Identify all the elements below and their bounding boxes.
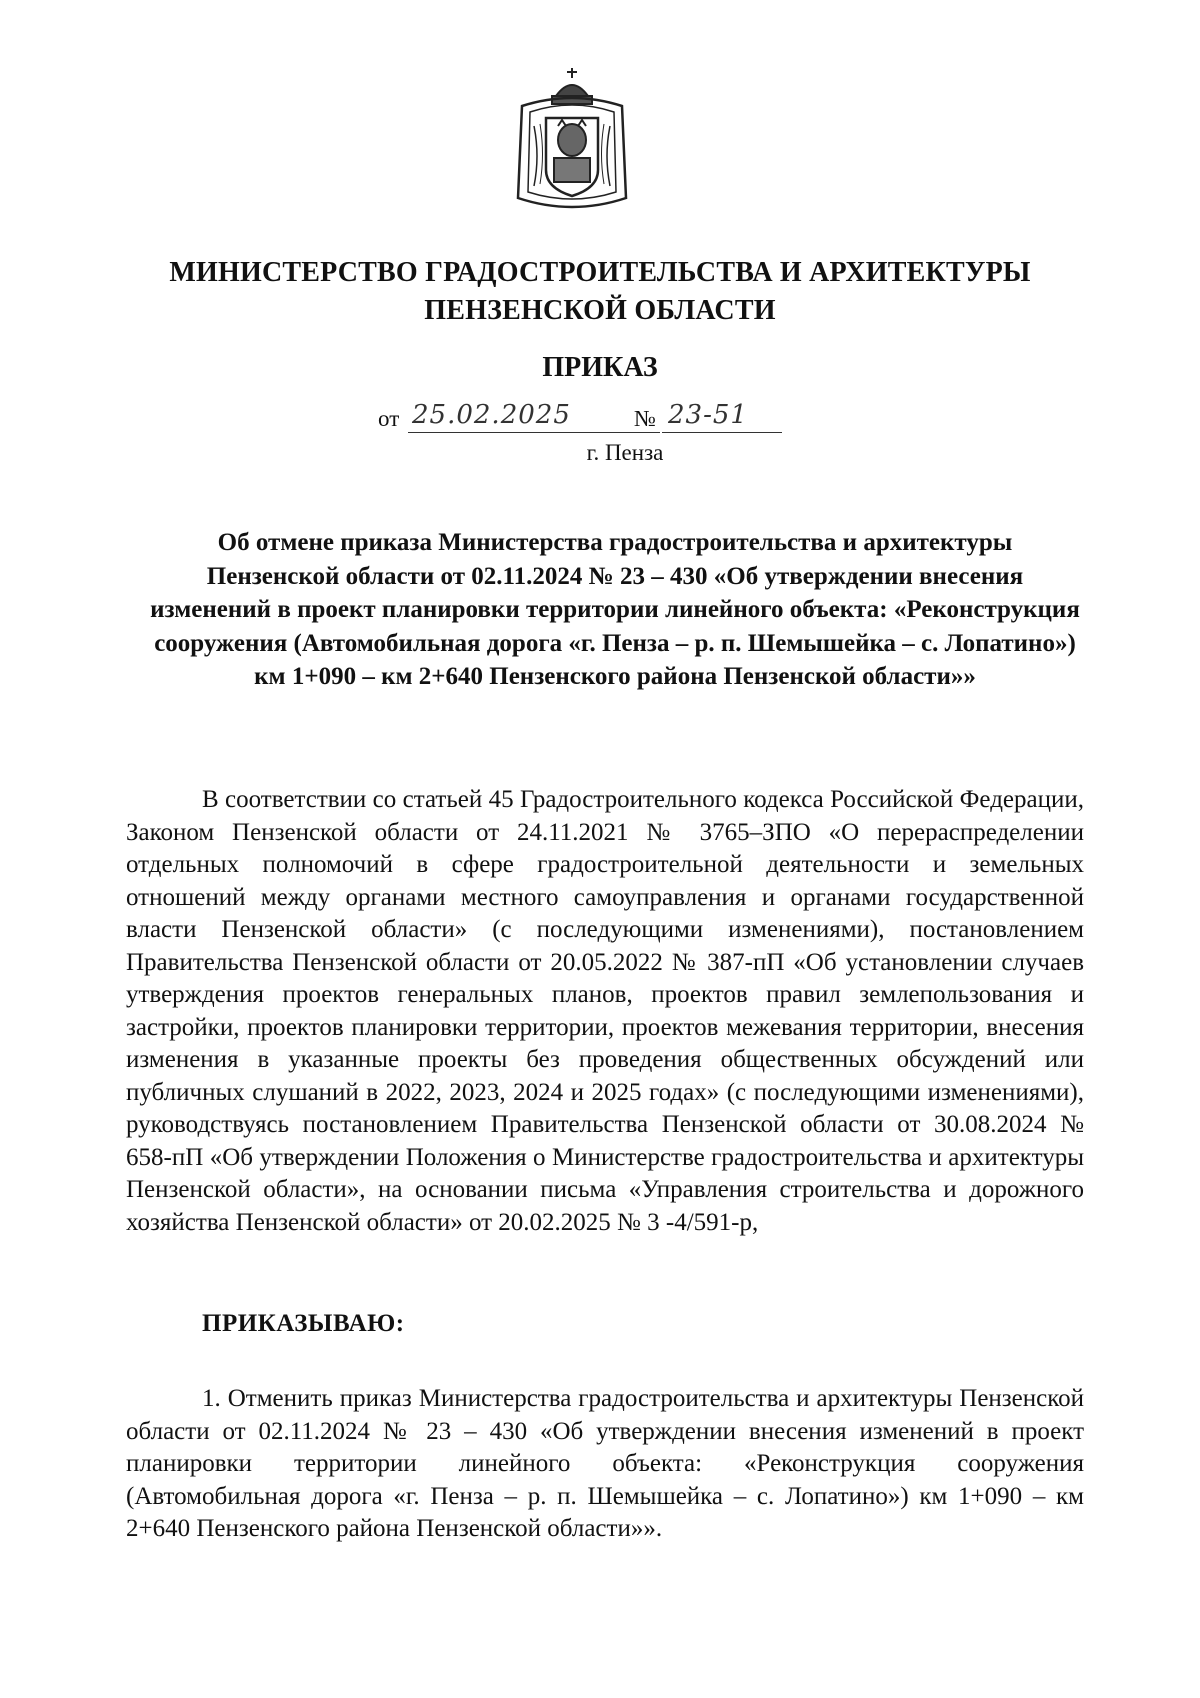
order-subject: Об отмене приказа Министерства градостроительства и архитектуры Пензенской области от 02.11.2024 № 23 – 430 «Об утверждении внесения изменений в проект планировки территории линейного объекта: «Реконструкция сооружения (Автомобильная дорога «г. Пенза – р. п. Шемышейка – с. Лопатино») км 1+090 – км 2+640 Пензенского района Пензенской области»» (150, 529, 1080, 690)
city: г. Пенза (586, 440, 664, 465)
order-item: 1. Отменить приказ Министерства градостроительства и архитектуры Пензенской области от 02.11.2024 № 23 – 430 «Об утверждении внесения изменений в проект планировки территории линейного объекта: «Реконструкция сооружения (Автомобильная дорога «г. Пенза – р. п. Шемышейка – с. Лопатино») км 1+090 – км 2+640 Пензенского района Пензенской области»». (126, 1385, 1084, 1542)
number-label: № (634, 406, 656, 431)
date-value: 25.02.2025 (412, 400, 571, 430)
coat-of-arms-icon (512, 66, 632, 216)
preamble-text: В соответствии со статьей 45 Градостроительного кодекса Российской Федерации, Законом Пензенской области от 24.11.2021 № 3765–ЗПО «О перераспределении отдельных полномочий в сфере градостроительной деятельности и земельных отношений между органами местного самоуправления и органами государственной власти Пензенской области» (с последующими изменениями), постановлением Правительства Пензенской области от 20.05.2022 № 387-пП «Об установлении случаев утверждения проектов генеральных планов, проектов правил землепользования и застройки, проектов планировки территории, проектов межевания территории, внесения изменения в указанные проекты без проведения общественных обсуждений или публичных слушаний в 2022, 2023, 2024 и 2025 годах» (с последующими изменениями), руководствуясь постановлением Правительства Пензенской области от 30.08.2024 № 658-пП «Об утверждении Положения о Министерстве градостроительства и архитектуры Пензенской области», на основании письма «Управления строительства и дорожного хозяйства Пензенской области» от 20.02.2025 № 3 -4/591-р, (126, 786, 1084, 1236)
doc-type: ПРИКАЗ (542, 352, 658, 383)
date-number-line (378, 400, 838, 436)
date-underline (408, 432, 660, 433)
ministry-name (0, 254, 1200, 330)
number-value: 23-51 (668, 400, 748, 430)
preamble (126, 784, 1084, 1239)
ministry-name-line2: ПЕНЗЕНСКОЙ ОБЛАСТИ (424, 295, 776, 326)
order-items (126, 1383, 1084, 1546)
directive-heading: ПРИКАЗЫВАЮ: (202, 1310, 405, 1337)
number-underline (662, 432, 782, 433)
date-label: от (378, 406, 400, 431)
ministry-name-line1: МИНИСТЕРСТВО ГРАДОСТРОИТЕЛЬСТВА И АРХИТЕКТУРЫ (169, 257, 1031, 288)
